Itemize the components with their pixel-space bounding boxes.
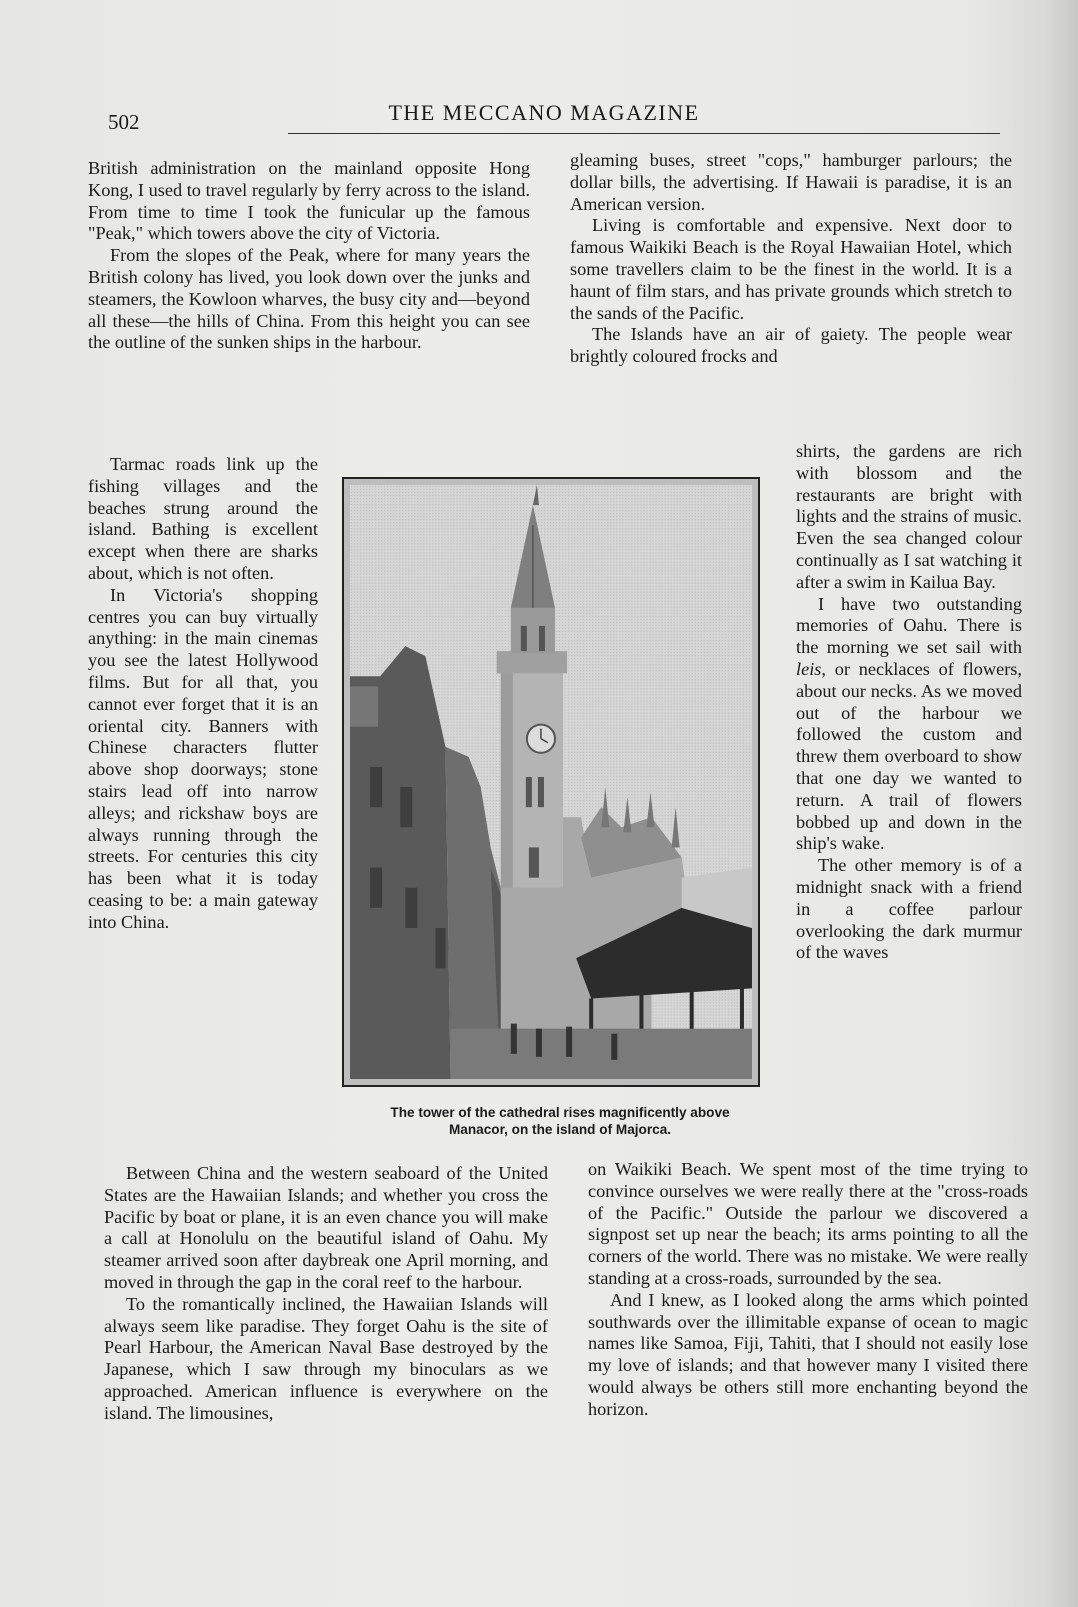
caption-line: The tower of the cathedral rises magnificently above	[390, 1105, 730, 1120]
paragraph: The other memory is of a midnight snack with a friend in a coffee parlour overlooking the dark murmur of the waves	[796, 855, 1022, 963]
paragraph: shirts, the gardens are rich with blossom and the restaurants are bright with lights and the strains of music. Even the sea changed colour continually as I sat watching it after a swim in Kailua Bay.	[796, 441, 1022, 592]
italic-word: leis,	[796, 658, 826, 679]
caption-line: Manacor, on the island of Majorca.	[448, 1122, 672, 1137]
left-column-bottom	[104, 1163, 548, 1425]
paragraph: And I knew, as I looked along the arms which pointed southwards over the illimitable expanse of ocean to magic names like Samoa, Fiji, Tahiti, that I should not easily lose my love of islands; and that however many I visited there would always be others still more enchanting beyond the horizon.	[588, 1289, 1028, 1419]
left-column-top	[88, 158, 530, 354]
header-rule	[288, 133, 1000, 134]
page-number: 502	[108, 110, 140, 134]
paragraph: British administration on the mainland opposite Hong Kong, I used to travel regularly by ferry across to the island. From time to time I took the funicular up the famous "Peak," which towers above the city of Victoria.	[88, 158, 530, 244]
paragraph-text: I have two outstanding memories of Oahu. There is the morning we set sail with	[796, 593, 1022, 658]
magazine-title: THE MECCANO MAGAZINE	[388, 100, 700, 125]
paragraph: Tarmac roads link up the fishing villages and the beaches strung around the island. Bathing is excellent except when there are sharks about, which is not often.	[88, 454, 318, 583]
paragraph: The Islands have an air of gaiety. The people wear brightly coloured frocks and	[570, 324, 1012, 367]
paragraph: In Victoria's shopping centres you can buy virtually anything: in the main cinemas you see the latest Hollywood films. But for all that, you cannot ever forget that it is an oriental city. Banners with Chinese characters flutter above shop doorways; stone stairs lead off into narrow alleys; and rickshaw boys are always running through the streets. For centuries this city has been what it is today ceasing to be: a main gateway into China.	[88, 584, 318, 932]
paragraph: gleaming buses, street "cops," hamburger parlours; the dollar bills, the advertising. If Hawaii is paradise, it is an American version.	[570, 150, 1012, 214]
cathedral-illustration	[350, 485, 752, 1079]
left-column-narrow	[88, 454, 318, 934]
paragraph: Living is comfortable and expensive. Next door to famous Waikiki Beach is the Royal Hawaiian Hotel, which some travellers claim to be the finest in the world. It is a haunt of film stars, and has private grounds which stretch to the sands of the Pacific.	[570, 215, 1012, 323]
paragraph-text: or necklaces of flowers, about our necks. As we moved out of the harbour we followed the custom and threw them overboard to show that one day we wanted to return. A trail of flowers bobbed up and down in the ship's wake.	[796, 658, 1022, 854]
paragraph: on Waikiki Beach. We spent most of the time trying to convince ourselves we were really there at the "cross-roads of the Pacific." Outside the parlour we discovered a signpost set up near the beach; its arms pointing to all the corners of the world. There was no mistake. We were really standing at a cross-roads, surrounded by the sea.	[588, 1159, 1028, 1288]
right-column-top	[570, 150, 1012, 368]
photo-caption	[340, 1104, 780, 1138]
page-header	[88, 96, 1000, 134]
paragraph: From the slopes of the Peak, where for many years the British colony has lived, you look down over the junks and steamers, the Kowloon wharves, the busy city and—beyond all these—the hills of China. From this height you can see the outline of the sunken ships in the harbour.	[88, 245, 530, 353]
right-column-bottom	[588, 1159, 1028, 1421]
paragraph	[796, 594, 1022, 856]
right-column-narrow	[796, 441, 1022, 964]
paragraph: To the romantically inclined, the Hawaiian Islands will always seem like paradise. They forget Oahu is the site of Pearl Harbour, the American Naval Base destroyed by the Japanese, which I saw through my binoculars as we approached. American influence is everywhere on the island. The limousines,	[104, 1293, 548, 1423]
cathedral-photo	[342, 477, 760, 1087]
paragraph: Between China and the western seaboard of the United States are the Hawaiian Islands; and whether you cross the Pacific by boat or plane, it is an even chance you will make a call at Honolulu on the beautiful island of Oahu. My steamer arrived soon after daybreak one April morning, and moved in through the gap in the coral reef to the harbour.	[104, 1163, 548, 1292]
